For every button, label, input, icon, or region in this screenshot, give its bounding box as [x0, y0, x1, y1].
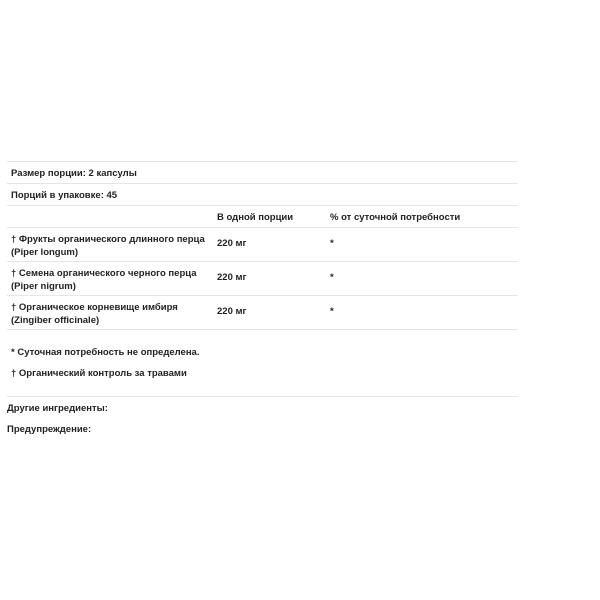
- servings-per-container-row: [7, 183, 518, 205]
- table-row: [7, 227, 518, 261]
- footnotes: [7, 329, 518, 396]
- ingredient-dv: *: [330, 272, 334, 283]
- divider: [7, 396, 518, 397]
- ingredient-dv: *: [330, 306, 334, 317]
- serving-size-row: [7, 161, 518, 183]
- ingredient-name: † Семена органического черного перца (Piper nigrum): [11, 268, 197, 292]
- ingredient-dv: *: [330, 238, 334, 249]
- table-row: [7, 295, 518, 329]
- organic-footnote: † Органический контроль за травами: [11, 368, 187, 379]
- ingredient-amount: 220 мг: [217, 306, 247, 317]
- dv-footnote: * Суточная потребность не определена.: [11, 347, 200, 358]
- header-daily-value: % от суточной потребности: [330, 212, 461, 223]
- servings-per-container: Порций в упаковке: 45: [11, 190, 118, 201]
- header-per-serving: В одной порции: [217, 212, 294, 223]
- table-row: [7, 261, 518, 295]
- table-header: [7, 205, 518, 227]
- warning-label: Предупреждение:: [7, 424, 92, 435]
- ingredient-amount: 220 мг: [217, 238, 247, 249]
- ingredient-name: † Фрукты органического длинного перца (Piper longum): [11, 234, 205, 258]
- supplement-facts-table: [7, 161, 518, 397]
- ingredient-amount: 220 мг: [217, 272, 247, 283]
- ingredient-name: † Органическое корневище имбиря (Zingiber officinale): [11, 302, 178, 326]
- other-ingredients-label: Другие ингредиенты:: [7, 403, 108, 414]
- serving-size: Размер порции: 2 капсулы: [11, 168, 137, 179]
